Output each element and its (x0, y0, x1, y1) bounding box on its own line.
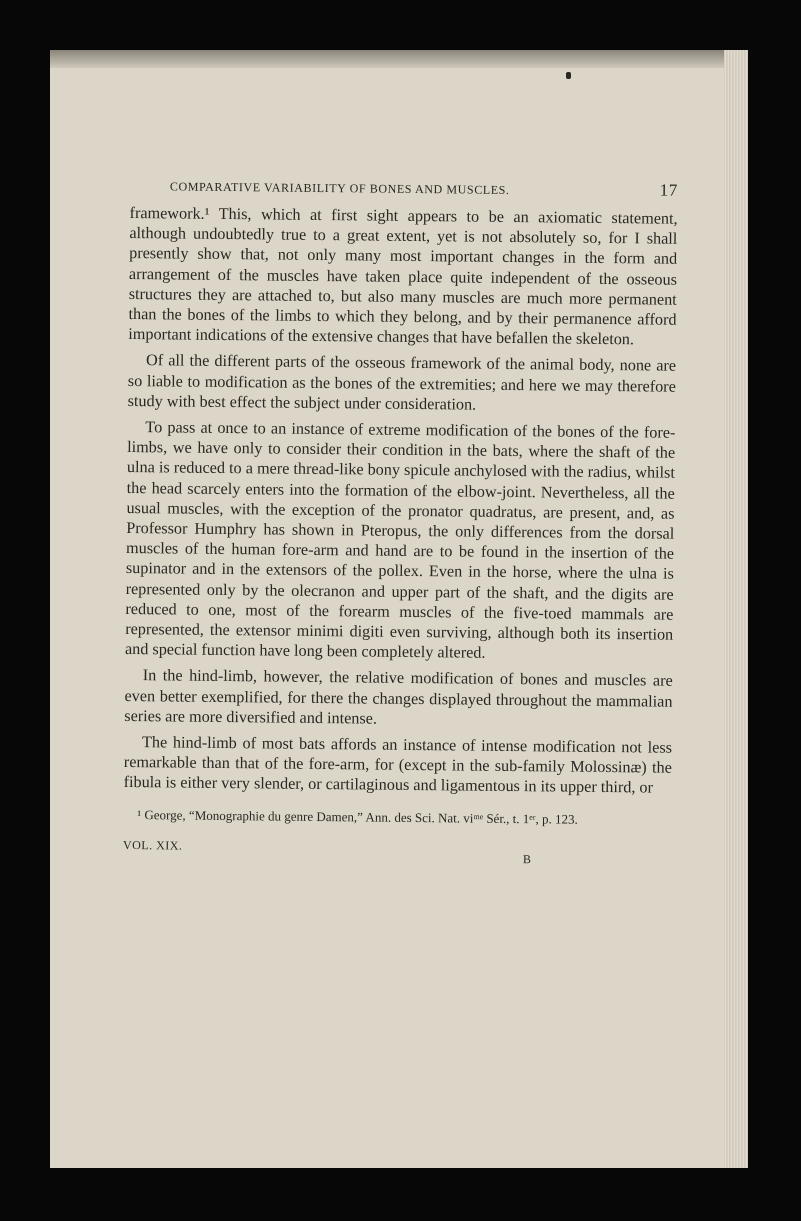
paragraph: To pass at once to an instance of extreme modification of the bones of the fore-limbs, we have only to consider their condition in the bats, where the shaft of the ulna is reduced to a mere thread-like bony spicule anchylosed with the radius, whilst the head scarcely enters into the formation of the elbow-joint. Nevertheless, all the usual muscles, with the exception of the pronator quadratus, are present, and, as Professor Humphry has shown in Pteropus, the only differences from the dorsal muscles of the human fore-arm and hand are to be found in the insertion of the supinator and in the extensors of the pollex. Even in the horse, where the ulna is represented only by the olecranon and upper part of the shaft, and the digits are reduced to one, most of the forearm muscles of the five-toed mammals are represented, the extensor minimi digiti even surviving, although both its insertion and special function have long been completely altered. (124, 418, 676, 663)
page-content (123, 175, 678, 867)
ink-spot (566, 72, 571, 79)
paragraph: framework.¹ This, which at first sight appears to be an axiomatic statement, although undoubtedly true to a great extent, yet is not absolutely so, for I shall presently show that, not only many most important changes in the form and arrangement of the muscles have taken place quite independent of the osseous structures they are attached to, but also many muscles are much more permanent than the bones of the limbs to which they belong, and by their permanence afford important indications of the extensive changes that have befallen the skeleton. (128, 203, 678, 349)
footnote: ¹ George, “Monographie du genre Damen,” Ann. des Sci. Nat. viᵐᵉ Sér., t. 1ᵉʳ, p. 123. (137, 806, 578, 827)
paragraph: The hind-limb of most bats affords an instance of intense modification not less remarkable than that of the fore-arm, for (except in the sub-family Molossinæ) the fibula is either very slender, or cartilaginous and ligamentous in its upper third, or (123, 733, 673, 797)
signature-mark: B (522, 851, 531, 866)
paragraph: In the hind-limb, however, the relative modification of bones and muscles are even better exemplified, for there the changes displayed throughout the mammalian series are more diversified and intense. (124, 666, 673, 728)
running-head (130, 175, 678, 205)
paragraph: Of all the different parts of the osseous framework of the animal body, none are so liable to modification as the bones of the extremities; and here we may therefore study with best effect the subject under consideration. (127, 351, 677, 414)
page-top-edge (50, 50, 748, 68)
book-page (50, 50, 748, 1168)
page-footer (123, 836, 671, 868)
running-head-title: COMPARATIVE VARIABILITY OF BONES AND MUSCLES. (169, 179, 510, 197)
page-stack-edge (724, 50, 748, 1168)
volume-label: VOL. XIX. (122, 837, 183, 853)
page-number: 17 (659, 180, 678, 200)
